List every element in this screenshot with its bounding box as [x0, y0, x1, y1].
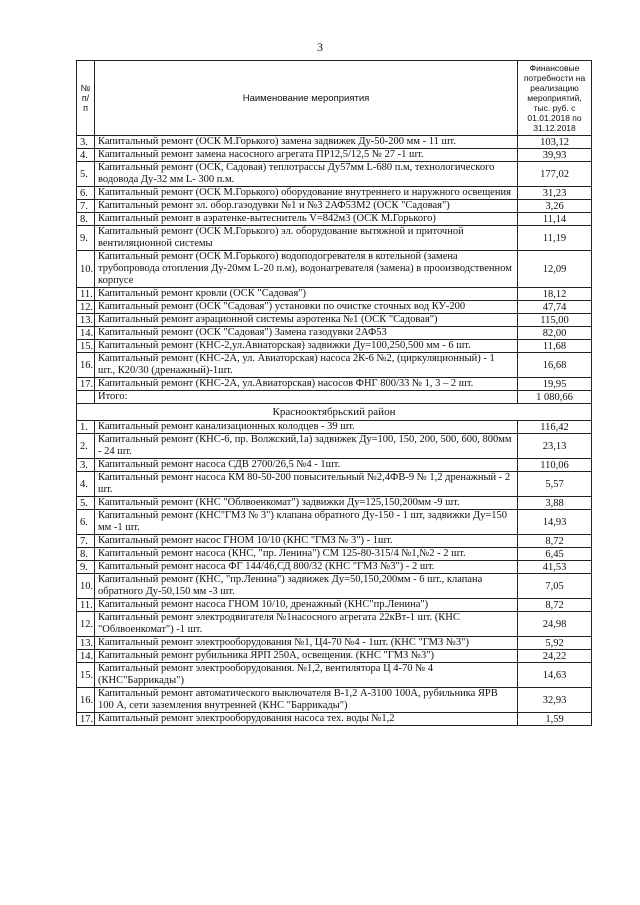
row-number: 6. [77, 510, 95, 535]
row-cost: 110,06 [518, 459, 592, 472]
row-description: Капитальный ремонт канализационных колодцев - 39 шт. [95, 421, 518, 434]
row-cost: 5,57 [518, 472, 592, 497]
row-number: 15. [77, 663, 95, 688]
row-number: 7. [77, 200, 95, 213]
row-cost: 82,00 [518, 327, 592, 340]
row-cost: 11,19 [518, 226, 592, 251]
row-cost: 31,23 [518, 187, 592, 200]
row-number: 17. [77, 378, 95, 391]
table-row [77, 599, 592, 612]
table-row [77, 574, 592, 599]
row-cost: 3,26 [518, 200, 592, 213]
table-row [77, 301, 592, 314]
table-row [77, 378, 592, 391]
row-description: Капитальный ремонт в аэратенке-вытеснитель V=842м3 (ОСК М.Горького) [95, 213, 518, 226]
row-number: 14. [77, 327, 95, 340]
row-number: 5. [77, 162, 95, 187]
row-cost: 16,68 [518, 353, 592, 378]
row-description: Капитальный ремонт насоса СДВ 2700/26,5 №4 - 1шт. [95, 459, 518, 472]
row-cost: 11,14 [518, 213, 592, 226]
row-description: Капитальный ремонт (ОСК М.Горького) замена задвижек Ду-50-200 мм - 11 шт. [95, 136, 518, 149]
row-number: 5. [77, 497, 95, 510]
row-description: Капитальный ремонт электрооборудования насоса тех. воды №1,2 [95, 713, 518, 726]
row-number: 17. [77, 713, 95, 726]
row-description: Капитальный ремонт насоса КМ 80-50-200 повысительный №2,4ФВ-9 № 1,2 дренажный - 2 шт. [95, 472, 518, 497]
row-description: Капитальный ремонт насоса (КНС, "пр. Ленина") СМ 125-80-315/4 №1,№2 - 2 шт. [95, 548, 518, 561]
row-description: Капитальный ремонт (КНС-2А, ул.Авиаторская) насосов ФНГ 800/33 № 1, 3 – 2 шт. [95, 378, 518, 391]
table-row [77, 327, 592, 340]
table-row [77, 314, 592, 327]
row-number: 11. [77, 288, 95, 301]
row-description: Капитальный ремонт замена насосного агрегата ПР12,5/12,5 № 27 -1 шт. [95, 149, 518, 162]
row-number: 7. [77, 535, 95, 548]
row-description: Капитальный ремонт (ОСК М.Горького) оборудование внутреннего и наружного освещения [95, 187, 518, 200]
row-cost: 24,98 [518, 612, 592, 637]
row-description: Капитальный ремонт (ОСК "Садовая") Замена газодувки 2АФ53 [95, 327, 518, 340]
row-cost: 19,95 [518, 378, 592, 391]
row-cost: 12,09 [518, 251, 592, 288]
row-cost: 23,13 [518, 434, 592, 459]
row-number: 11. [77, 599, 95, 612]
row-description: Капитальный ремонт рубильника ЯРП 250А, освещения. (КНС "ГМЗ №3") [95, 650, 518, 663]
header-name: Наименование мероприятия [95, 61, 518, 136]
table-row [77, 340, 592, 353]
row-cost: 39,93 [518, 149, 592, 162]
table-row [77, 472, 592, 497]
row-number: 8. [77, 548, 95, 561]
row-cost: 32,93 [518, 688, 592, 713]
row-number: 14. [77, 650, 95, 663]
table-row [77, 548, 592, 561]
row-number: 10. [77, 251, 95, 288]
table-row [77, 251, 592, 288]
row-cost: 24,22 [518, 650, 592, 663]
row-description: Капитальный ремонт насоса ГНОМ 10/10, дренажный (КНС"пр.Ленина") [95, 599, 518, 612]
table-row [77, 213, 592, 226]
table-row [77, 612, 592, 637]
row-number: 3. [77, 459, 95, 472]
total-cost: 1 080,66 [518, 391, 592, 404]
row-description: Капитальный ремонт (ОСК М.Горького) эл. оборудование вытяжной и приточной вентиляционной системы [95, 226, 518, 251]
table-row [77, 561, 592, 574]
row-description: Капитальный ремонт насос ГНОМ 10/10 (КНС "ГМЗ № 3") - 1шт. [95, 535, 518, 548]
row-description: Капитальный ремонт (КНС-2А, ул. Авиаторская) насоса 2К-6 №2, (циркуляционный) - 1 шт., К20/30 (дренажный)-1шт. [95, 353, 518, 378]
row-cost: 5,92 [518, 637, 592, 650]
row-number: 16. [77, 353, 95, 378]
table-row [77, 200, 592, 213]
table-row [77, 663, 592, 688]
row-description: Капитальный ремонт электродвигателя №1насосного агрегата 22кВт-1 шт. (КНС "Облвоенкомат") -1 шт. [95, 612, 518, 637]
row-cost: 3,88 [518, 497, 592, 510]
row-cost: 177,02 [518, 162, 592, 187]
table-row [77, 136, 592, 149]
table-row [77, 421, 592, 434]
row-description: Капитальный ремонт (КНС"ГМЗ № 3") клапана обратного Ду-150 - 1 шт, задвижки Ду=150 мм -1 шт. [95, 510, 518, 535]
row-description: Капитальный ремонт эл. обор.газодувки №1 и №3 2АФ53М2 (ОСК "Садовая") [95, 200, 518, 213]
row-description: Капитальный ремонт автоматического выключателя В-1,2 А-3100 100А, рубильника ЯРВ 100 А, сети заземления внутренней (КНС "Баррикады") [95, 688, 518, 713]
row-number: 4. [77, 472, 95, 497]
row-number: 12. [77, 301, 95, 314]
row-cost: 8,72 [518, 599, 592, 612]
row-description: Капитальный ремонт электрооборудования №1, Ц4-70 №4 - 1шт. (КНС "ГМЗ №3") [95, 637, 518, 650]
row-cost: 6,45 [518, 548, 592, 561]
district-row [77, 404, 592, 421]
row-number: 2. [77, 434, 95, 459]
table-row [77, 497, 592, 510]
row-number: 8. [77, 213, 95, 226]
row-cost: 11,68 [518, 340, 592, 353]
row-number: 6. [77, 187, 95, 200]
table-row [77, 688, 592, 713]
table-row [77, 353, 592, 378]
row-number: 12. [77, 612, 95, 637]
row-description: Капитальный ремонт (КНС, "пр.Ленина") задвижек Ду=50,150,200мм - 6 шт., клапана обратного Ду-50,150 мм -3 шт. [95, 574, 518, 599]
table-body-part1 [77, 136, 592, 391]
table-row [77, 162, 592, 187]
total-num [77, 391, 95, 404]
row-description: Капитальный ремонт аэрационной системы аэротенка №1 (ОСК "Садовая") [95, 314, 518, 327]
row-number: 15. [77, 340, 95, 353]
table-row [77, 434, 592, 459]
row-number: 4. [77, 149, 95, 162]
table-row [77, 187, 592, 200]
row-cost: 18,12 [518, 288, 592, 301]
row-cost: 14,93 [518, 510, 592, 535]
row-cost: 103,12 [518, 136, 592, 149]
table-row [77, 459, 592, 472]
table-row [77, 510, 592, 535]
table-row [77, 713, 592, 726]
row-cost: 116,42 [518, 421, 592, 434]
table-row [77, 288, 592, 301]
table-row [77, 149, 592, 162]
header-cost: Финансовые потребности на реализацию мероприятий, тыс. руб. с 01.01.2018 по 31.12.2018 [518, 61, 592, 136]
total-row [77, 391, 592, 404]
row-cost: 47,74 [518, 301, 592, 314]
total-label: Итого: [95, 391, 518, 404]
table-row [77, 535, 592, 548]
district-title: Краснооктябрьский район [77, 404, 592, 421]
row-description: Капитальный ремонт насоса ФГ 144/46,СД 800/32 (КНС "ГМЗ №3") - 2 шт. [95, 561, 518, 574]
row-number: 10. [77, 574, 95, 599]
table-row [77, 226, 592, 251]
row-number: 3. [77, 136, 95, 149]
row-cost: 115,00 [518, 314, 592, 327]
row-cost: 7,05 [518, 574, 592, 599]
table-row [77, 650, 592, 663]
row-description: Капитальный ремонт (ОСК М.Горького) водоподогревателя в котельной (замена трубопровода отопления Ду-20мм L-20 п.м), водонагревателя (замена) в прооизводственном корпусе [95, 251, 518, 288]
row-number: 16. [77, 688, 95, 713]
row-number: 13. [77, 314, 95, 327]
row-description: Капитальный ремонт (КНС "Облвоенкомат") задвижки Ду=125,150,200мм -9 шт. [95, 497, 518, 510]
page-number: 3 [317, 40, 323, 54]
row-number: 9. [77, 561, 95, 574]
row-cost: 41,53 [518, 561, 592, 574]
row-description: Капитальный ремонт (КНС-6, пр. Волжский,1а) задвижек Ду=100, 150, 200, 500, 600, 800мм - 24 шт. [95, 434, 518, 459]
row-description: Капитальный ремонт кровли (ОСК "Садовая") [95, 288, 518, 301]
row-description: Капитальный ремонт (ОСК, Садовая) теплотрассы Ду57мм L-680 п.м, технологического водовода Ду-32 мм L- 300 п.м. [95, 162, 518, 187]
row-number: 9. [77, 226, 95, 251]
row-cost: 14,63 [518, 663, 592, 688]
header-num: № п/п [77, 61, 95, 136]
row-description: Капитальный ремонт электрооборудования. №1,2, вентилятора Ц 4-70 № 4 (КНС"Баррикады") [95, 663, 518, 688]
table-row [77, 637, 592, 650]
row-description: Капитальный ремонт (КНС-2,ул.Авиаторская) задвижки Ду=100,250,500 мм - 6 шт. [95, 340, 518, 353]
measures-table [76, 60, 592, 726]
table-body-part2 [77, 421, 592, 726]
table-header-row [77, 61, 592, 136]
row-number: 1. [77, 421, 95, 434]
row-number: 13. [77, 637, 95, 650]
row-cost: 8,72 [518, 535, 592, 548]
row-cost: 1,59 [518, 713, 592, 726]
row-description: Капитальный ремонт (ОСК "Садовая") установки по очистке сточных вод КУ-200 [95, 301, 518, 314]
